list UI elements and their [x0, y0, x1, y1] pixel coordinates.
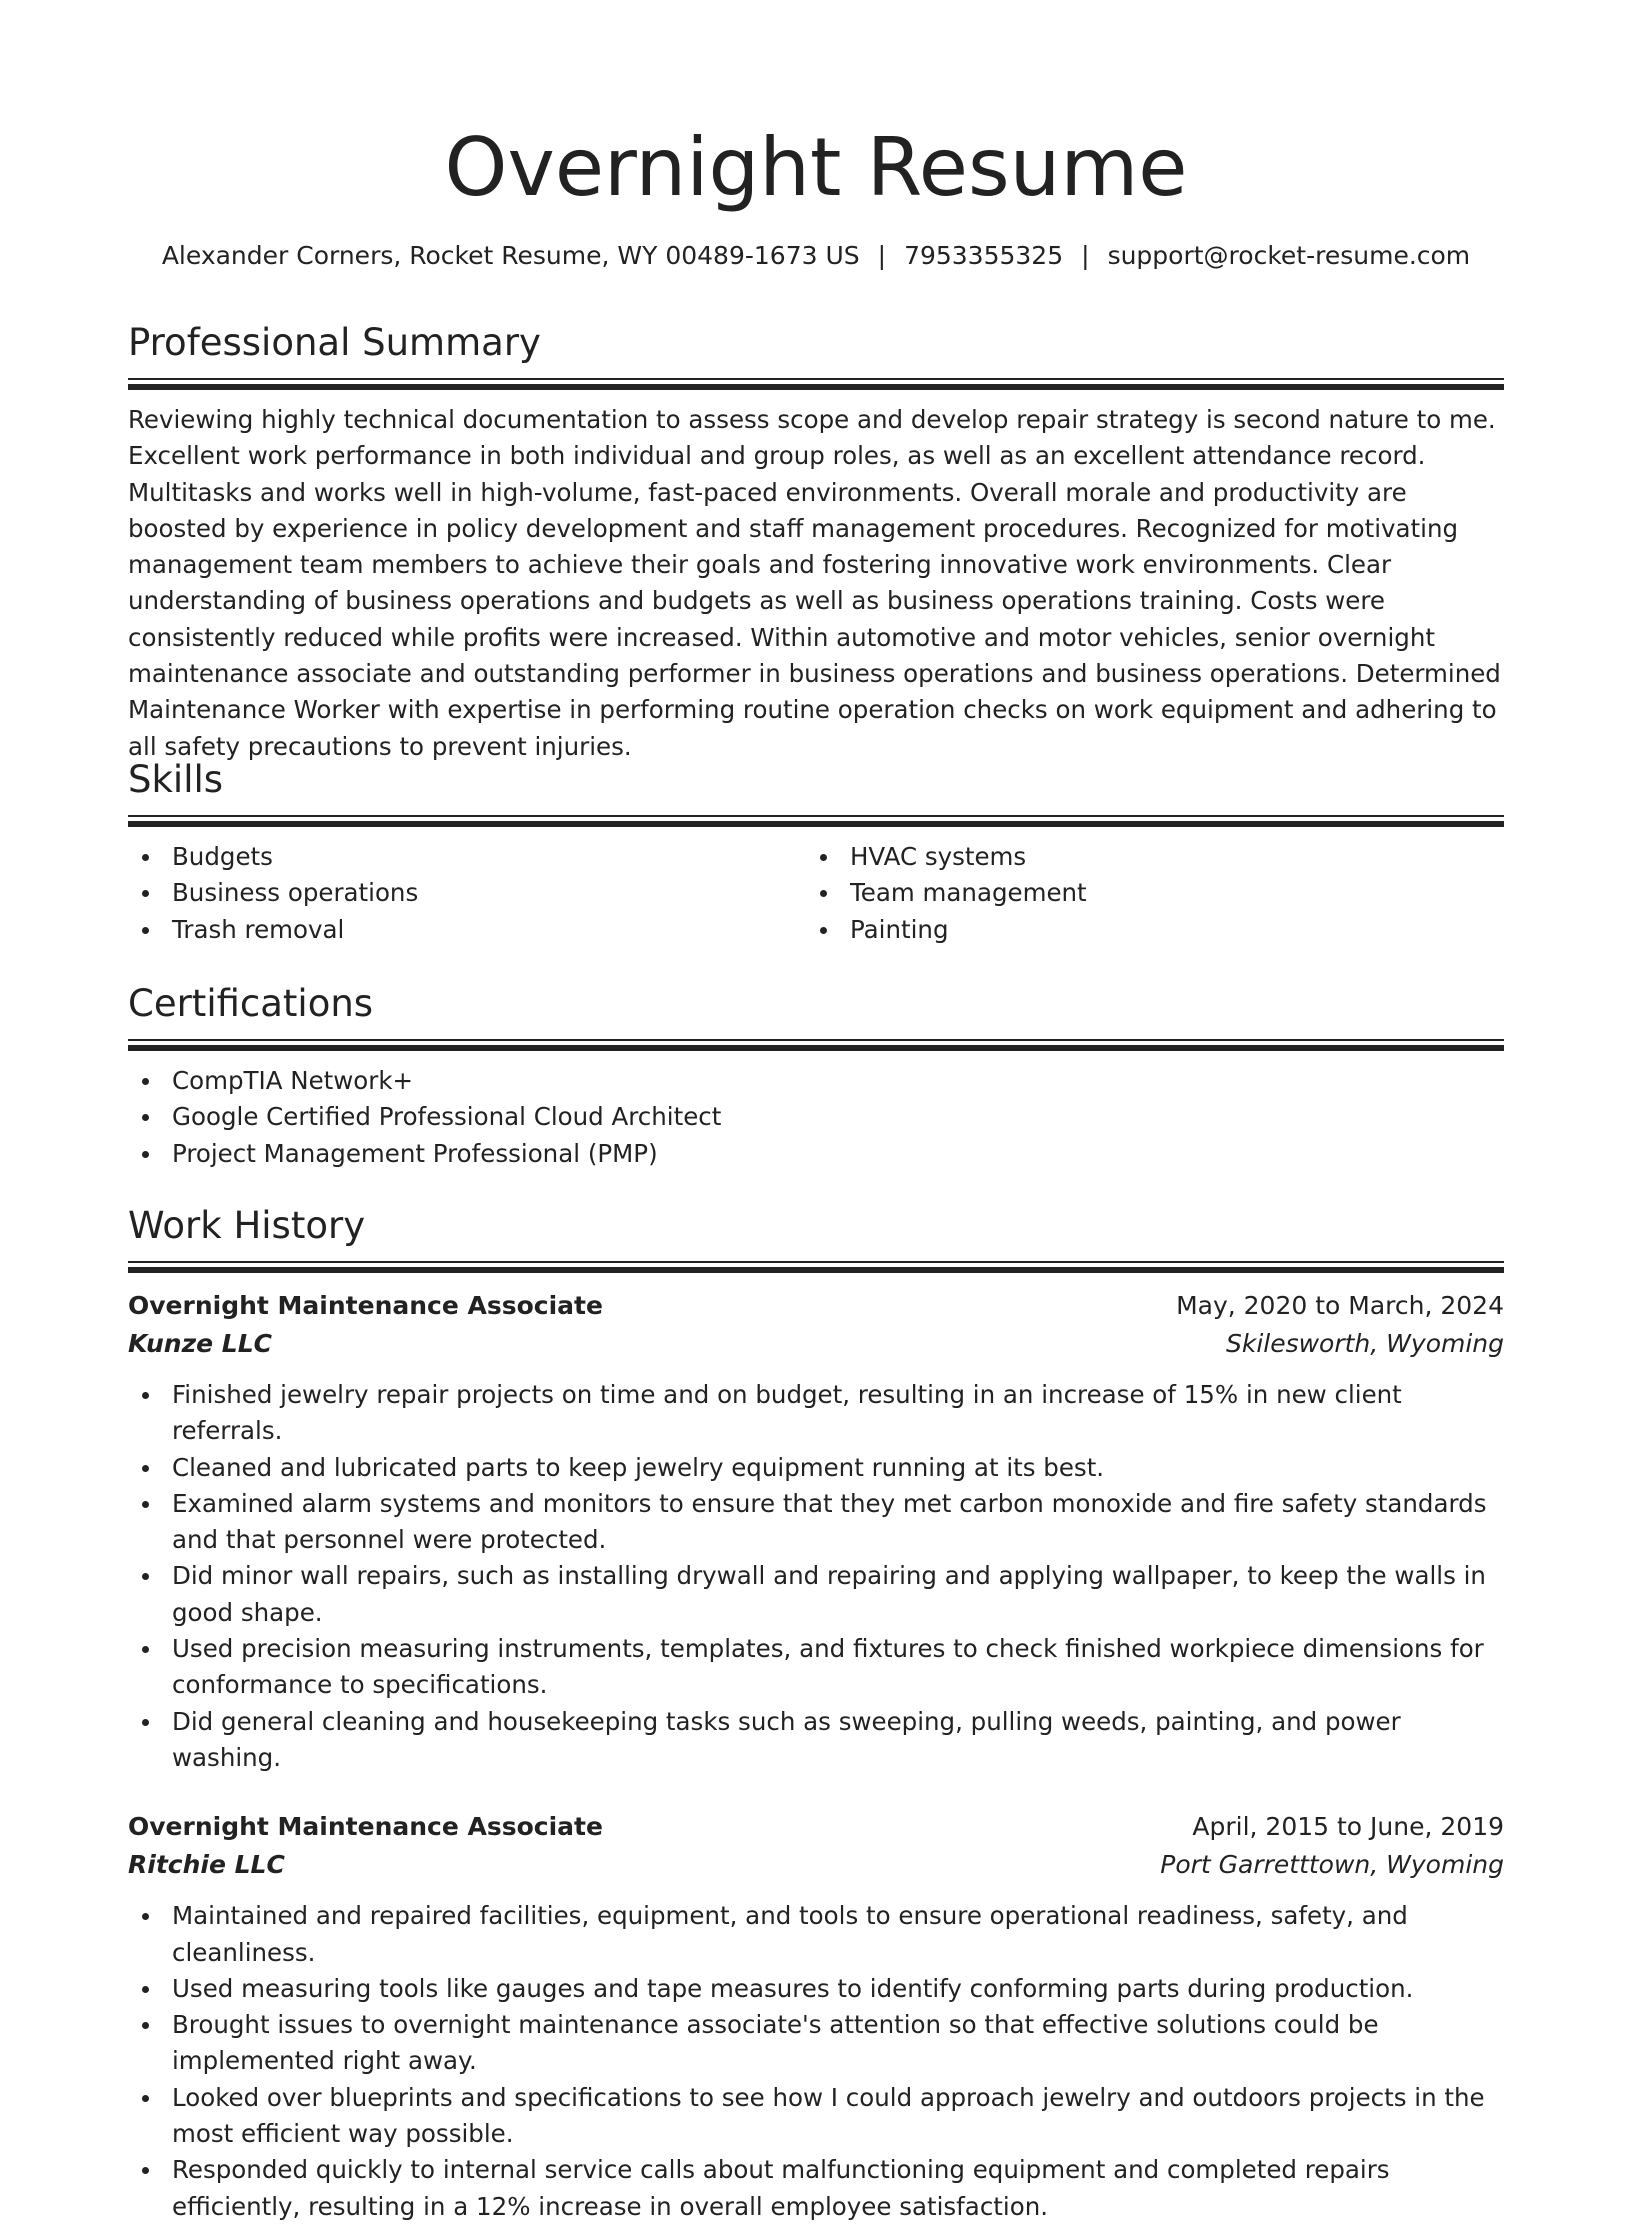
job-duty-item: Finished jewelry repair projects on time and on budget, resulting in an increase of 15% in new client referrals. — [128, 1377, 1504, 1450]
job-header — [128, 1808, 1504, 1846]
work-history-section — [128, 1201, 1504, 2225]
job-duty-item: Brought issues to overnight maintenance associate's attention so that effective solutions could be implemented right away. — [128, 2007, 1504, 2080]
job-subheader — [128, 1325, 1504, 1363]
job-title: Overnight Maintenance Associate — [128, 1812, 603, 1842]
section-title-work-history: Work History — [128, 1204, 366, 1247]
contact-separator: | — [1081, 241, 1090, 270]
skill-item: Business operations — [128, 875, 806, 911]
skill-item: HVAC systems — [806, 839, 1484, 875]
job-location: Port Garretttown, Wyoming — [1160, 1850, 1504, 1880]
job-duty-item: Did general cleaning and housekeeping tasks such as sweeping, pulling weeds, painting, and power washing. — [128, 1704, 1504, 1777]
job-header — [128, 1287, 1504, 1325]
skill-item: Budgets — [128, 839, 806, 875]
skill-item: Trash removal — [128, 912, 806, 948]
summary-text: Reviewing highly technical documentation to assess scope and develop repair strategy is second nature to me. Excellent work performance in both individual and group roles, as well as an excellent attendance record. Multitasks and works well in high-volume, fast-paced environments. Overall morale and productivity are boosted by experience in policy development and staff management procedures. Recognized for motivating management team members to achieve their goals and fostering innovative work environments. Clear understanding of business operations and budgets as well as business operations training. Costs were consistently reduced while profits were increased. Within automotive and motor vehicles, senior overnight maintenance associate and outstanding performer in business operations and business operations. Determined Maintenance Worker with expertise in performing routine operation checks on work equipment and adhering to all safety precautions to prevent injuries. — [128, 405, 1501, 761]
certifications-list — [128, 1063, 1504, 1172]
job-duties-list — [128, 1898, 1504, 2225]
job-duty-item: Did minor wall repairs, such as installing drywall and repairing and applying wallpaper, to keep the walls in good shape. — [128, 1558, 1504, 1631]
job-duty-item: Looked over blueprints and specifications to see how I could approach jewelry and outdoors projects in the most efficient way possible. — [128, 2080, 1504, 2153]
certification-item: CompTIA Network+ — [128, 1063, 1504, 1099]
section-title-skills: Skills — [128, 758, 224, 801]
job-duty-item: Used precision measuring instruments, templates, and fixtures to check finished workpiece dimensions for conformance to specifications. — [128, 1631, 1504, 1704]
job-location: Skilesworth, Wyoming — [1225, 1329, 1504, 1358]
section-divider — [128, 1039, 1504, 1051]
contact-separator: | — [877, 241, 887, 270]
job-duty-item: Cleaned and lubricated parts to keep jewelry equipment running at its best. — [128, 1450, 1504, 1486]
contact-email: support@rocket-resume.com — [1107, 241, 1471, 270]
contact-address: Alexander Corners, Rocket Resume, WY 00489-1673 US — [161, 241, 860, 270]
contact-phone: 7953355325 — [904, 241, 1064, 270]
job-entry — [128, 1808, 1504, 2225]
section-divider — [128, 815, 1504, 827]
contact-line — [128, 238, 1504, 274]
skills-columns — [128, 827, 1504, 948]
section-divider — [128, 1261, 1504, 1273]
skill-item: Painting — [806, 912, 1484, 948]
job-duty-item: Used measuring tools like gauges and tape measures to identify conforming parts during production. — [128, 1971, 1504, 2007]
summary-section — [128, 318, 1504, 765]
section-title-certifications: Certifications — [128, 982, 374, 1025]
skills-list-right — [806, 839, 1484, 948]
job-company: Ritchie LLC — [128, 1850, 285, 1880]
certification-item: Google Certified Professional Cloud Architect — [128, 1099, 1504, 1135]
job-company: Kunze LLC — [128, 1329, 273, 1358]
job-duty-item: Examined alarm systems and monitors to ensure that they met carbon monoxide and fire safety standards and that personnel were protected. — [128, 1486, 1504, 1559]
section-title-summary: Professional Summary — [128, 321, 541, 364]
job-title: Overnight Maintenance Associate — [128, 1291, 603, 1320]
resume-name: Overnight Resume — [444, 121, 1188, 214]
job-subheader — [128, 1846, 1504, 1884]
job-duties-list — [128, 1377, 1504, 1776]
skills-section — [128, 755, 1504, 948]
skills-list-left — [128, 839, 806, 948]
job-dates: April, 2015 to June, 2019 — [1192, 1812, 1504, 1842]
job-duty-item: Responded quickly to internal service calls about malfunctioning equipment and completed repairs efficiently, resulting in a 12% increase in overall employee satisfaction. — [128, 2152, 1504, 2225]
certifications-section — [128, 979, 1504, 1172]
job-entry — [128, 1287, 1504, 1776]
skill-item: Team management — [806, 875, 1484, 911]
certification-item: Project Management Professional (PMP) — [128, 1136, 1504, 1172]
job-dates: May, 2020 to March, 2024 — [1176, 1291, 1504, 1320]
job-duty-item: Maintained and repaired facilities, equipment, and tools to ensure operational readiness, safety, and cleanliness. — [128, 1898, 1504, 1971]
section-divider — [128, 378, 1504, 390]
